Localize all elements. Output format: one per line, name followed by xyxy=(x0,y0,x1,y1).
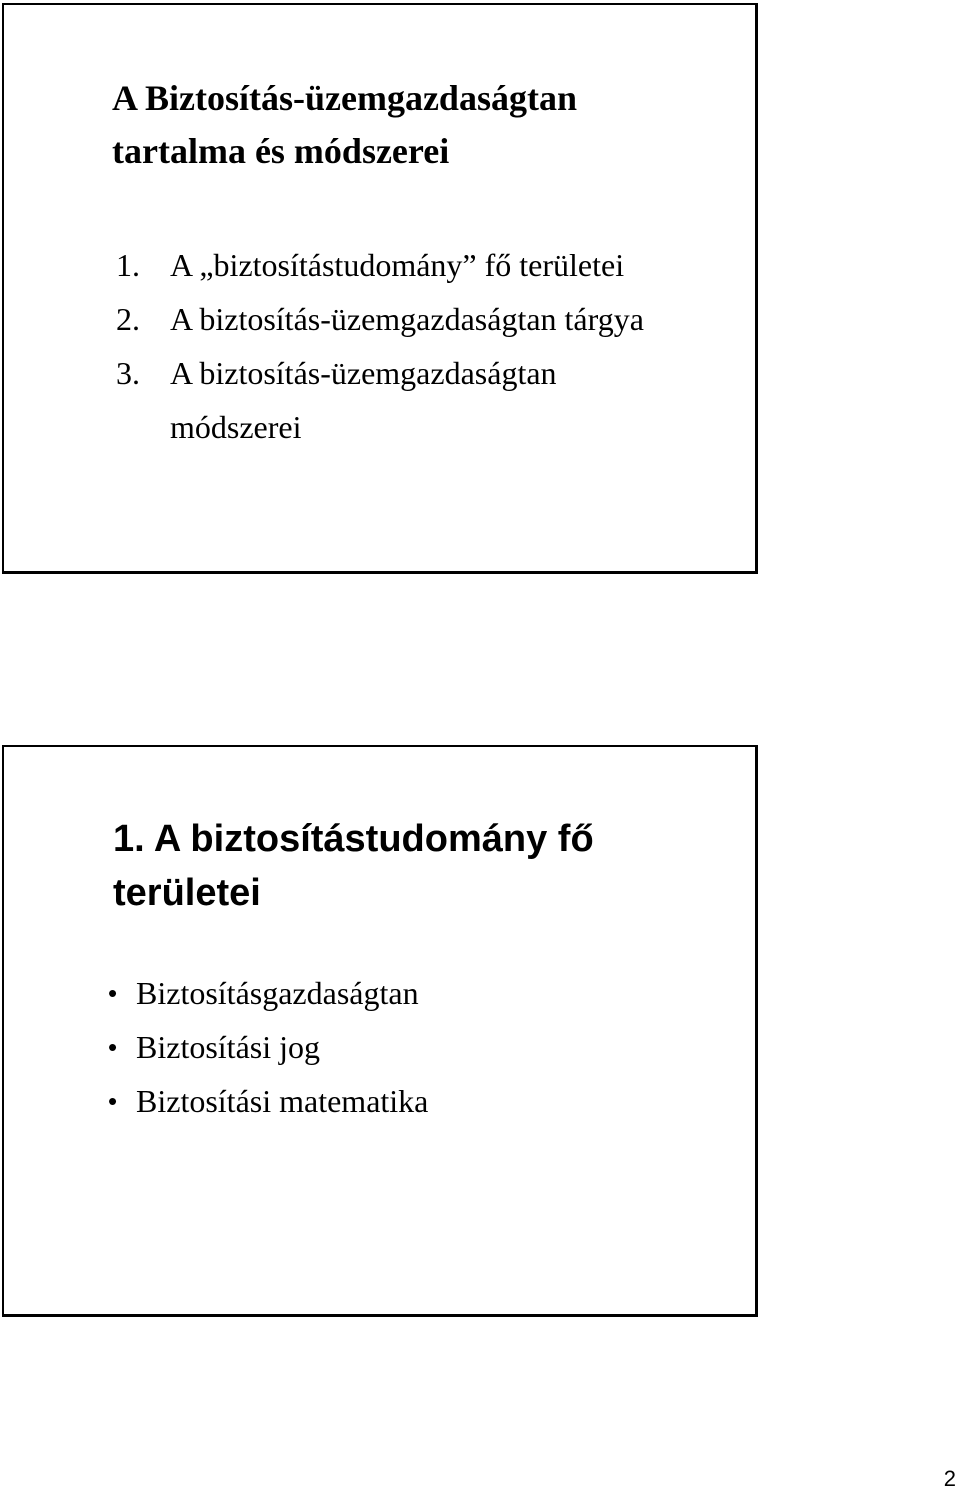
list-item-text: A „biztosítástudomány” fő területei xyxy=(170,247,625,283)
list-item-text: A biztosítás-üzemgazdaságtan tárgya xyxy=(170,301,644,337)
list-item-text: módszerei xyxy=(170,409,302,445)
slide-2-bullet-list xyxy=(108,966,428,1128)
slide-1-title-line: A Biztosítás-üzemgazdaságtan xyxy=(112,78,577,118)
list-item xyxy=(116,292,736,346)
list-item xyxy=(116,238,736,292)
slide-1-contents-list xyxy=(116,238,736,454)
list-item-text: A biztosítás-üzemgazdaságtan xyxy=(170,355,557,391)
list-item-number: 1. xyxy=(116,247,140,283)
page-number: 2 xyxy=(943,1466,956,1491)
slide-1-title xyxy=(112,72,577,178)
bullet-text: Biztosítási matematika xyxy=(136,1083,429,1119)
list-item-number: 3. xyxy=(116,355,140,391)
slide-1-title-line: tartalma és módszerei xyxy=(112,131,450,171)
bullet-item xyxy=(108,966,428,1020)
bullet-icon: • xyxy=(108,978,118,1008)
list-item-number: 2. xyxy=(116,301,140,337)
bullet-icon: • xyxy=(108,1086,118,1116)
bullet-text: Biztosításgazdaságtan xyxy=(136,975,419,1011)
list-item xyxy=(116,346,736,454)
bullet-icon: • xyxy=(108,1032,118,1062)
slide-2-title-line: 1. A biztosítástudomány fő xyxy=(113,818,594,860)
slide-2-title-line: területei xyxy=(113,872,261,914)
bullet-text: Biztosítási jog xyxy=(136,1029,320,1065)
slide-2-title xyxy=(113,812,733,920)
bullet-item xyxy=(108,1074,428,1128)
bullet-item xyxy=(108,1020,428,1074)
